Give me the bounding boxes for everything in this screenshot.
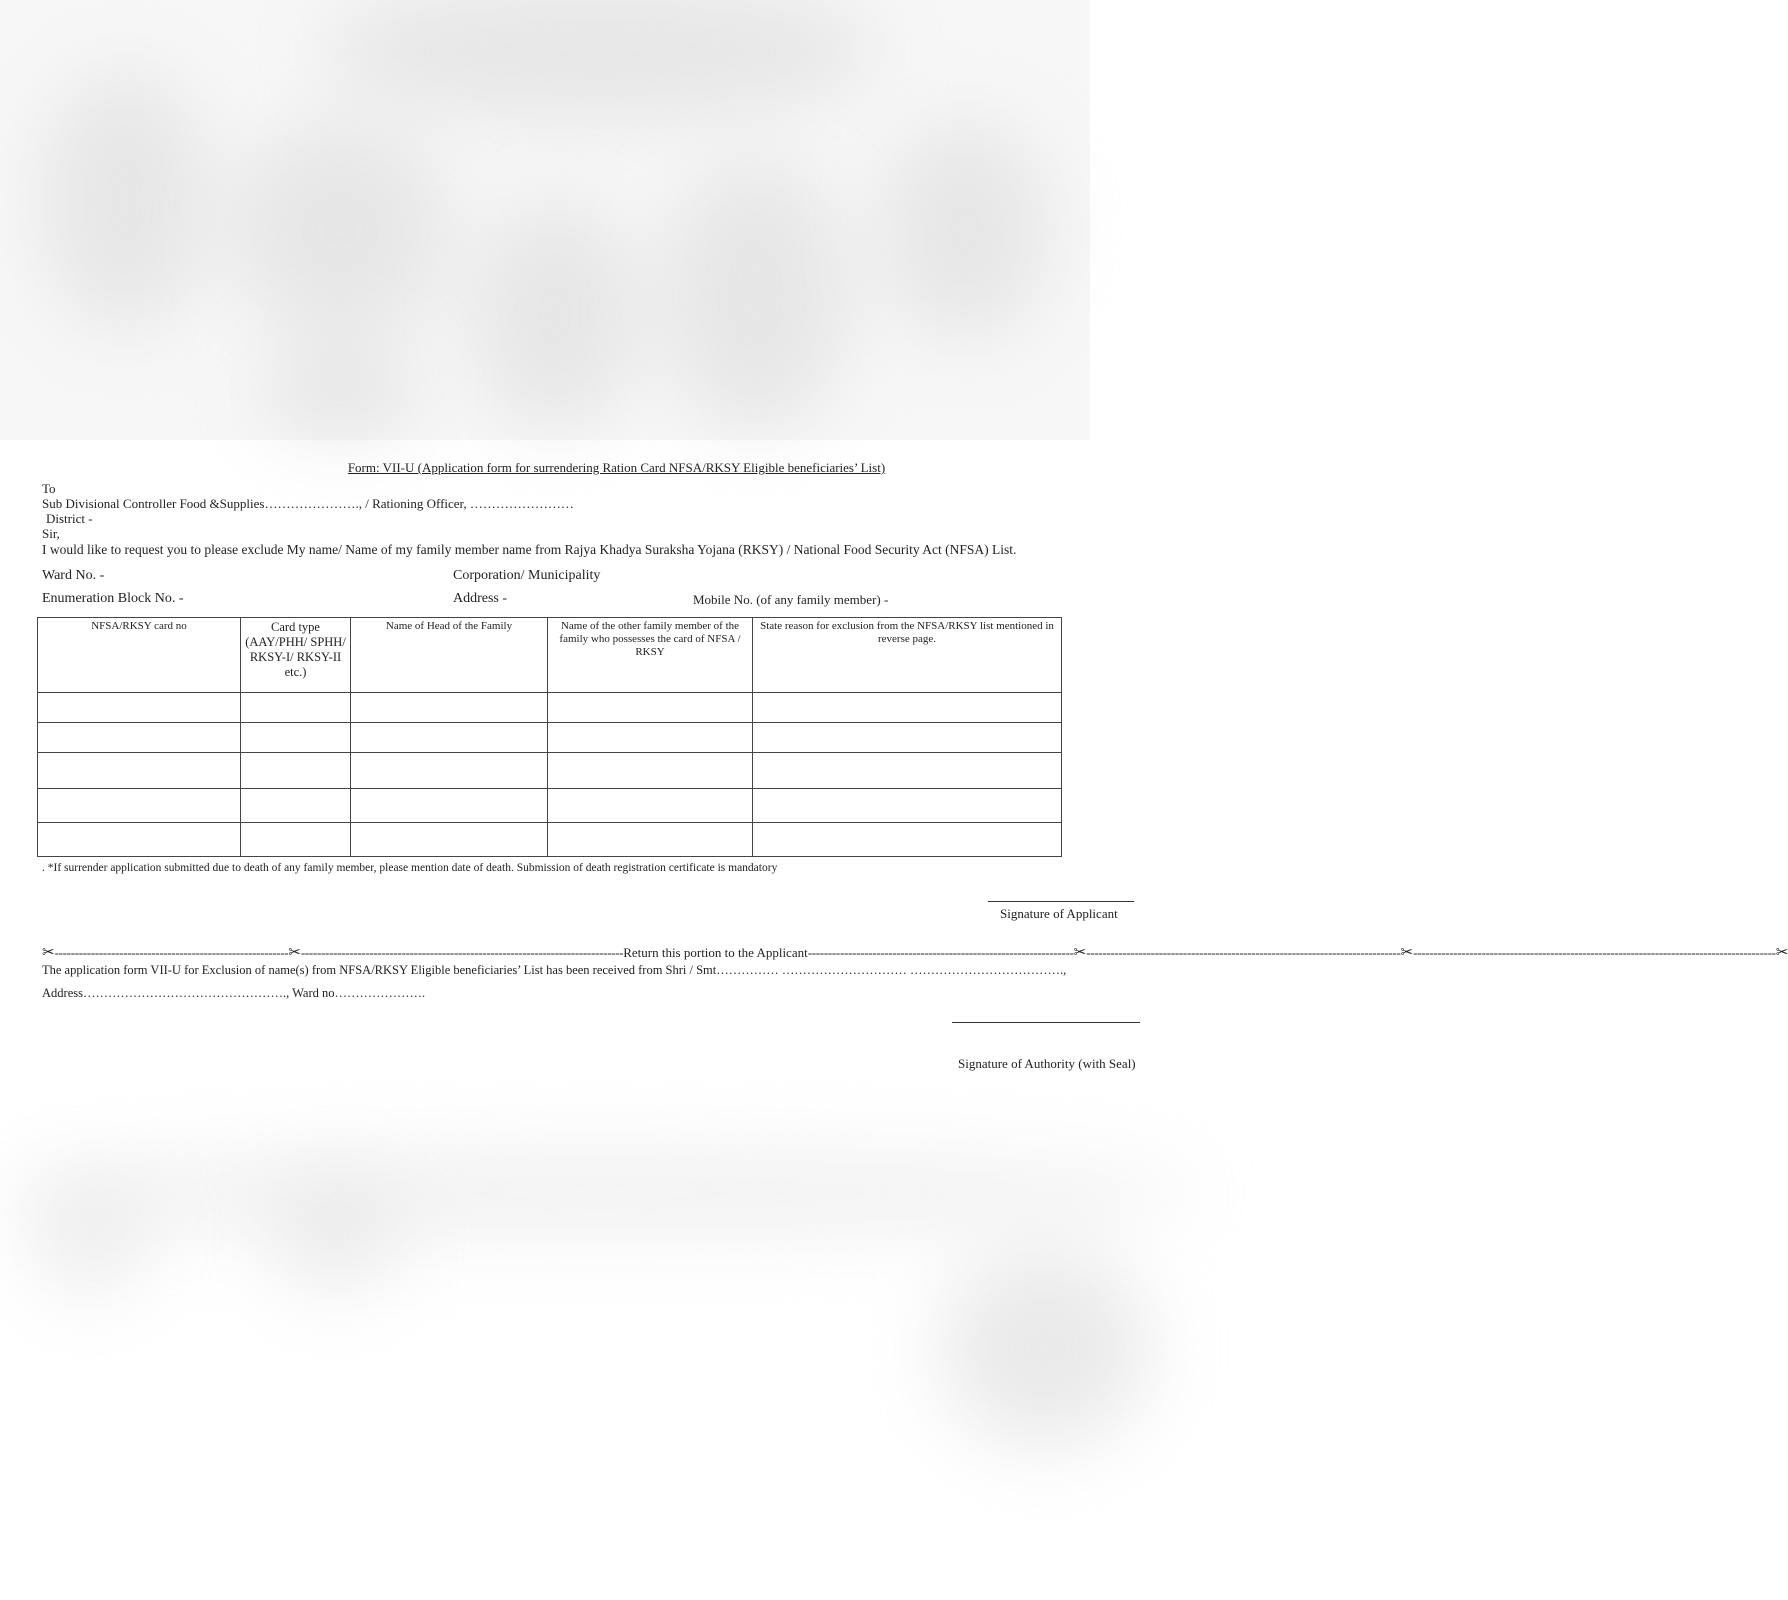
cut-dashes: ------------------------------------------------------------------ [807,945,1074,960]
table-cell[interactable] [548,823,753,857]
table-cell[interactable] [241,693,351,723]
table-cell[interactable] [753,823,1062,857]
table-header-row [38,618,1062,693]
table-cell[interactable] [548,723,753,753]
cut-dashes: -------------------------------------------------------------------------------- [300,945,624,960]
table-cell[interactable] [753,753,1062,789]
applicant-signature-line [988,901,1134,902]
district-line: District - [46,511,93,526]
table-cell[interactable] [241,723,351,753]
form-title: Form: VII-U (Application form for surrendering Ration Card NFSA/RKSY Eligible beneficiaries’ List) [347,460,886,475]
table-row [38,789,1062,823]
header-card-type: Card type (AAY/PHH/ SPHH/ RKSY-I/ RKSY-II etc.) [241,618,351,693]
table-cell[interactable] [351,753,548,789]
signature-applicant-label: Signature of Applicant [1000,906,1118,921]
table-cell[interactable] [38,789,241,823]
beneficiary-table [37,617,1062,857]
table-row [38,823,1062,857]
table-cell[interactable] [38,723,241,753]
table-cell[interactable] [351,723,548,753]
footnote: . *If surrender application submitted due to death of any family member, please mention date of death. Submission of death registration certificate is mandatory [42,862,778,874]
header-exclusion-reason: State reason for exclusion from the NFSA/RKSY list mentioned in reverse page. [753,618,1062,693]
corporation-municipality-label: Corporation/ Municipality [453,568,601,583]
table-cell[interactable] [38,693,241,723]
to-line: To [42,481,56,496]
table-cell[interactable] [753,693,1062,723]
addressee-line: Sub Divisional Controller Food &Supplies…………………., / Rationing Officer, …………………… [42,496,574,511]
scissors-icon: ✂ [1775,944,1788,961]
mobile-no-label: Mobile No. (of any family member) - [693,592,889,607]
header-head-of-family: Name of Head of the Family [351,618,548,693]
receipt-line-2: Address…………………………………………., Ward no…………………. [42,986,426,1000]
table-row [38,693,1062,723]
table-row [38,753,1062,789]
table-cell[interactable] [548,753,753,789]
table-cell[interactable] [241,753,351,789]
cut-line-label: Return this portion to the Applicant [623,945,808,960]
cut-line [42,944,1788,961]
blurred-region-top [0,0,1090,440]
cut-dashes: ------------------------------------------------------------------------------------------ [1413,945,1776,960]
salutation-line: Sir, [42,526,60,541]
blurred-region-bottom [0,1178,1200,1600]
enumeration-block-label: Enumeration Block No. - [42,591,184,606]
address-label: Address - [453,591,508,606]
cut-dashes: ------------------------------------------------------------------------------ [1086,945,1401,960]
scissors-icon: ✂ [1073,944,1087,961]
table-cell[interactable] [351,693,548,723]
table-cell[interactable] [548,693,753,723]
table-cell[interactable] [548,789,753,823]
table-cell[interactable] [38,823,241,857]
table-cell[interactable] [241,823,351,857]
scissors-icon: ✂ [288,944,301,961]
table-cell[interactable] [241,789,351,823]
table-cell[interactable] [351,789,548,823]
signature-authority-label: Signature of Authority (with Seal) [958,1056,1136,1071]
request-paragraph: I would like to request you to please exclude My name/ Name of my family member name from Rajya Khadya Suraksha Yojana (RKSY) / National Food Security Act (NFSA) List. [42,542,1017,557]
ward-no-label: Ward No. - [42,568,105,583]
scissors-icon: ✂ [1400,944,1414,961]
table-row [38,723,1062,753]
table-cell[interactable] [38,753,241,789]
table-cell[interactable] [753,789,1062,823]
table-cell[interactable] [753,723,1062,753]
header-card-no: NFSA/RKSY card no [38,618,241,693]
scissors-icon: ✂ [42,944,55,961]
cut-dashes: ---------------------------------------------------------- [54,945,289,960]
header-other-member: Name of the other family member of the family who possesses the card of NFSA / RKSY [548,618,753,693]
authority-signature-line [952,1022,1140,1023]
receipt-line-1: The application form VII-U for Exclusion of name(s) from NFSA/RKSY Eligible beneficiaries’ List has been received from Shri / Smt…………… ………………………… ………………………………., [42,963,1067,977]
table-cell[interactable] [351,823,548,857]
